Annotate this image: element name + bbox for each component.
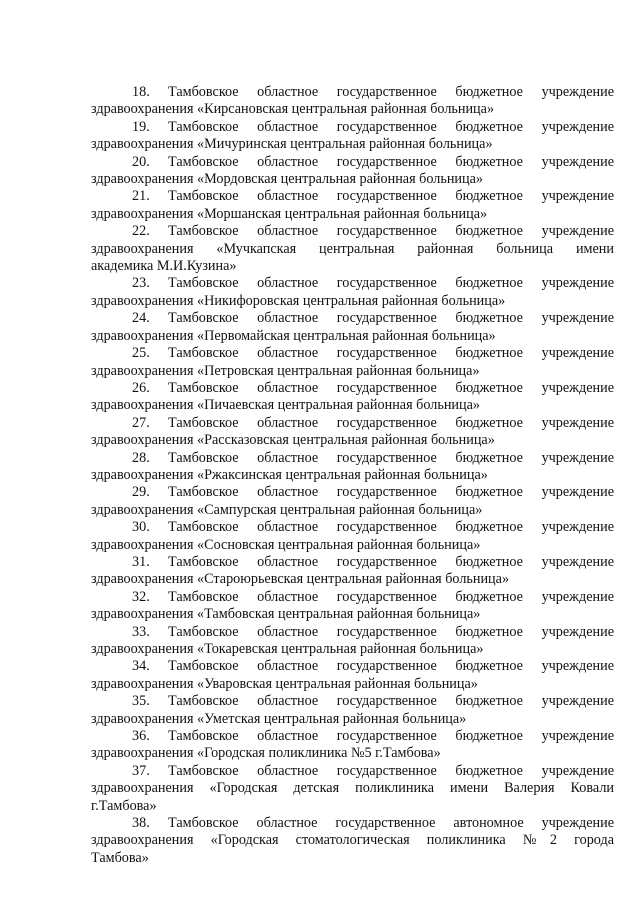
- list-item: [91, 223, 614, 275]
- item-number: 23.: [132, 275, 150, 292]
- list-item: [91, 84, 614, 119]
- item-text-continued: здравоохранения «Мичуринская центральная районная больница»: [91, 136, 493, 153]
- list-item: [91, 450, 614, 485]
- item-text: Тамбовское областное государственное бюджетное учреждение: [168, 310, 614, 327]
- list-item: [91, 188, 614, 223]
- item-number: 38.: [132, 815, 150, 832]
- item-number: 22.: [132, 223, 150, 240]
- item-number: 30.: [132, 519, 150, 536]
- item-text-continued: академика М.И.Кузина»: [91, 258, 237, 275]
- list-item: [91, 815, 614, 867]
- item-number: 25.: [132, 345, 150, 362]
- list-item: [91, 484, 614, 519]
- item-text-continued: здравоохранения «Мучкапская центральная районная больница имени: [91, 240, 614, 257]
- item-number: 32.: [132, 588, 150, 605]
- item-text-continued: здравоохранения «Городская детская поликлиника имени Валерия Ковали: [91, 780, 614, 797]
- item-number: 21.: [132, 188, 150, 205]
- item-text-continued: г.Тамбова»: [91, 797, 157, 814]
- list-item: [91, 380, 614, 415]
- item-number: 20.: [132, 153, 150, 170]
- item-text-continued: здравоохранения «Моршанская центральная районная больница»: [91, 205, 488, 222]
- item-text: Тамбовское областное государственное автономное учреждение: [168, 815, 614, 832]
- item-text: Тамбовское областное государственное бюджетное учреждение: [168, 484, 614, 501]
- list-item: [91, 310, 614, 345]
- list-item: [91, 624, 614, 659]
- list-item: [91, 345, 614, 380]
- list-item: [91, 119, 614, 154]
- item-text: Тамбовское областное государственное бюджетное учреждение: [168, 693, 614, 710]
- item-text-continued: здравоохранения «Уметская центральная районная больница»: [91, 710, 467, 727]
- item-text-continued: здравоохранения «Городская стоматологическая поликлиника №2 города: [91, 832, 614, 849]
- list-item: [91, 728, 614, 763]
- item-text: Тамбовское областное государственное бюджетное учреждение: [168, 762, 614, 779]
- item-number: 29.: [132, 484, 150, 501]
- item-text-continued: здравоохранения «Токаревская центральная районная больница»: [91, 641, 484, 657]
- item-number: 27.: [132, 414, 150, 431]
- list-item: [91, 589, 614, 624]
- list-item: [91, 554, 614, 589]
- item-text: Тамбовское областное государственное бюджетное учреждение: [168, 623, 614, 640]
- item-text-continued: здравоохранения «Ржаксинская центральная районная больница»: [91, 466, 488, 483]
- item-text-continued: здравоохранения «Пичаевская центральная районная больница»: [91, 397, 481, 414]
- item-text-continued: Тамбова»: [91, 849, 149, 866]
- item-text-continued: здравоохранения «Кирсановская центральная районная больница»: [91, 101, 495, 118]
- item-number: 26.: [132, 379, 150, 396]
- list-item: [91, 154, 614, 189]
- item-text-continued: здравоохранения «Мордовская центральная районная больница»: [91, 171, 484, 188]
- item-text: Тамбовское областное государственное бюджетное учреждение: [168, 275, 614, 292]
- item-text: Тамбовское областное государственное бюджетное учреждение: [168, 84, 614, 100]
- item-text: Тамбовское областное государственное бюджетное учреждение: [168, 379, 614, 396]
- item-number: 31.: [132, 553, 150, 570]
- item-text-continued: здравоохранения «Первомайская центральная районная больница»: [91, 327, 496, 344]
- item-text: Тамбовское областное государственное бюджетное учреждение: [168, 118, 614, 135]
- item-text-continued: здравоохранения «Сампурская центральная районная больница»: [91, 501, 483, 518]
- item-text: Тамбовское областное государственное бюджетное учреждение: [168, 588, 614, 605]
- list-item: [91, 415, 614, 450]
- list-item: [91, 658, 614, 693]
- item-text: Тамбовское областное государственное бюджетное учреждение: [168, 153, 614, 170]
- item-text-continued: здравоохранения «Петровская центральная районная больница»: [91, 362, 480, 379]
- item-text: Тамбовское областное государственное бюджетное учреждение: [168, 449, 614, 466]
- item-text-continued: здравоохранения «Городская поликлиника №5 г.Тамбова»: [91, 745, 441, 762]
- item-text-continued: здравоохранения «Уваровская центральная районная больница»: [91, 675, 478, 692]
- item-number: 33.: [132, 623, 150, 640]
- item-number: 36.: [132, 728, 150, 745]
- item-text: Тамбовское областное государственное бюджетное учреждение: [168, 728, 614, 745]
- item-text-continued: здравоохранения «Тамбовская центральная районная больница»: [91, 606, 481, 623]
- list-item: [91, 693, 614, 728]
- item-number: 19.: [132, 118, 150, 135]
- item-text: Тамбовское областное государственное бюджетное учреждение: [168, 345, 614, 362]
- item-number: 34.: [132, 658, 150, 675]
- item-text-continued: здравоохранения «Рассказовская центральная районная больница»: [91, 432, 495, 449]
- item-number: 37.: [132, 762, 150, 779]
- list-item: [91, 763, 614, 815]
- item-text: Тамбовское областное государственное бюджетное учреждение: [168, 188, 614, 205]
- item-text: Тамбовское областное государственное бюджетное учреждение: [168, 553, 614, 570]
- item-text: Тамбовское областное государственное бюджетное учреждение: [168, 223, 614, 240]
- item-text: Тамбовское областное государственное бюджетное учреждение: [168, 519, 614, 536]
- item-text-continued: здравоохранения «Сосновская центральная районная больница»: [91, 536, 481, 553]
- list-item: [91, 519, 614, 554]
- item-number: 28.: [132, 449, 150, 466]
- list-item: [91, 275, 614, 310]
- item-text-continued: здравоохранения «Староюрьевская центральная районная больница»: [91, 571, 510, 588]
- item-number: 18.: [132, 84, 150, 100]
- item-text-continued: здравоохранения «Никифоровская центральная районная больница»: [91, 292, 506, 309]
- item-number: 24.: [132, 310, 150, 327]
- item-text: Тамбовское областное государственное бюджетное учреждение: [168, 414, 614, 431]
- item-text: Тамбовское областное государственное бюджетное учреждение: [168, 658, 614, 675]
- item-number: 35.: [132, 693, 150, 710]
